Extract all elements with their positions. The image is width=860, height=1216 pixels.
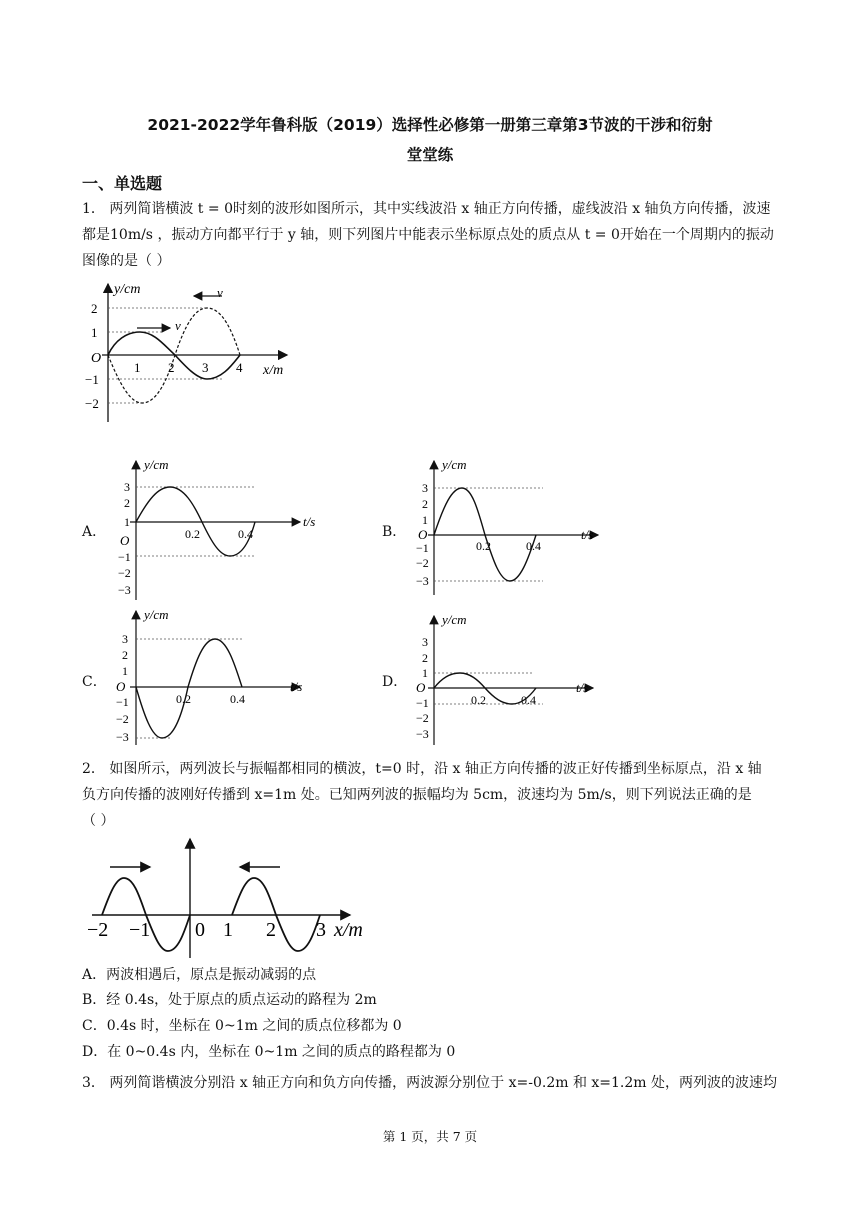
ytick: 3 [122, 632, 128, 646]
ytick: 2 [422, 497, 428, 511]
graph-origin: O [116, 679, 126, 694]
graph-origin: O [120, 533, 130, 548]
q2-xlabel: x/m [334, 919, 363, 941]
q1-ytick: 2 [91, 301, 98, 316]
q2-text [82, 756, 802, 834]
q1-fig-origin: O [91, 351, 102, 366]
ytick: −2 [116, 712, 129, 726]
q1-xtick: 4 [236, 360, 243, 375]
page-subtitle: 堂堂练 [406, 146, 454, 164]
option-c-label[interactable]: C． [82, 674, 107, 690]
option-d-label[interactable]: D． [382, 674, 408, 690]
graph-ylabel: y/cm [144, 607, 169, 622]
q2-wave-figure [82, 833, 382, 958]
graph-tlabel: t/s [303, 514, 316, 529]
ytick: 2 [422, 651, 428, 665]
q2-option-a[interactable]: A．两波相遇后，原点是振动减弱的点 [82, 967, 317, 983]
ttick: 0.4 [526, 539, 541, 553]
q2-option-c[interactable]: C．0.4s 时，坐标在 0~1m 之间的质点位移都为 0 [82, 1018, 402, 1034]
ytick: −1 [118, 550, 131, 564]
ttick: 0.4 [521, 693, 536, 707]
q2-xtick: 3 [316, 919, 326, 941]
q1-ytick: 1 [91, 325, 98, 340]
ttick: 0.2 [476, 539, 491, 553]
q1-line3: 图像的是（ ） [82, 253, 171, 269]
graph-tlabel: t/s [576, 680, 589, 695]
ytick: 2 [122, 648, 128, 662]
q2-xtick: 1 [223, 919, 233, 941]
q1-ytick: −1 [85, 372, 99, 387]
ytick: 1 [422, 513, 428, 527]
q1-xtick: 2 [168, 360, 175, 375]
q1-line2: 都是10m/s ，振动方向都平行于 y 轴，则下列图片中能表示坐标原点处的质点从 t = 0开始在一个周期内的振动 [82, 227, 774, 243]
q2-line2: 负方向传播的波刚好传播到 x=1m 处。已知两列波的振幅均为 5cm，波速均为 5m/s，则下列说法正确的是 [82, 787, 752, 803]
graph-tlabel: t/s [290, 679, 303, 694]
q3-line1: 3． 两列简谐横波分别沿 x 轴正方向和负方向传播，两波源分别位于 x=-0.2m 和 x=1.2m 处，两列波的波速均 [82, 1075, 778, 1091]
q1-fig-xlabel: x/m [263, 363, 284, 378]
ytick: −3 [416, 727, 429, 741]
option-a-graph[interactable] [110, 455, 330, 605]
q1-line1: 1． 两列简谐横波 t = 0时刻的波形如图所示，其中实线波沿 x 轴正方向传播，虚线波沿 x 轴负方向传播，波速 [82, 201, 771, 217]
option-b-graph[interactable] [408, 455, 628, 605]
graph-tlabel: t/s [581, 527, 594, 542]
graph-ylabel: y/cm [442, 612, 467, 627]
q2-option-b[interactable]: B．经 0.4s，处于原点的质点运动的路程为 2m [82, 992, 377, 1008]
ytick: 1 [122, 664, 128, 678]
ytick: −2 [118, 566, 131, 580]
graph-ylabel: y/cm [442, 457, 467, 472]
q1-text [82, 196, 802, 274]
page-title: 2021-2022学年鲁科版（2019）选择性必修第一册第三章第3节波的干涉和衍射 [147, 116, 713, 134]
ytick: −1 [416, 696, 429, 710]
ytick: 3 [422, 481, 428, 495]
page-footer: 第 1 页，共 7 页 [382, 1129, 478, 1144]
ytick: 1 [422, 666, 428, 680]
graph-origin: O [418, 527, 428, 542]
q1-v-label: v [175, 318, 181, 333]
ytick: 1 [124, 515, 130, 529]
q2-xtick: 2 [266, 919, 276, 941]
q2-xtick: −1 [129, 919, 151, 941]
q2-line1: 2． 如图所示，两列波长与振幅都相同的横波，t=0 时，沿 x 轴正方向传播的波正好传播到坐标原点，沿 x 轴 [82, 761, 762, 777]
graph-ylabel: y/cm [144, 457, 169, 472]
ttick: 0.2 [176, 692, 191, 706]
q1-fig-ylabel: y/cm [114, 282, 141, 297]
ytick: −3 [116, 730, 129, 744]
ttick: 0.2 [185, 527, 200, 541]
ttick: 0.4 [230, 692, 245, 706]
ttick: 0.2 [471, 693, 486, 707]
option-c-graph[interactable] [110, 605, 330, 750]
q1-ytick: −2 [85, 396, 99, 411]
ttick: 0.4 [238, 527, 253, 541]
option-d-graph[interactable] [408, 610, 628, 750]
ytick: −2 [416, 711, 429, 725]
ytick: 3 [422, 635, 428, 649]
section-heading: 一、单选题 [82, 174, 163, 193]
q1-wave-figure [82, 280, 312, 430]
graph-origin: O [416, 680, 426, 695]
q1-v-label: v [217, 285, 223, 300]
q1-xtick: 3 [202, 360, 209, 375]
ytick: −2 [416, 556, 429, 570]
option-b-label[interactable]: B． [382, 524, 407, 540]
q2-line3: （ ） [82, 813, 115, 829]
ytick: −3 [118, 583, 131, 597]
ytick: −1 [416, 541, 429, 555]
q2-xtick: −2 [87, 919, 109, 941]
q2-xtick: 0 [195, 919, 205, 941]
ytick: −1 [116, 695, 129, 709]
q2-option-d[interactable]: D．在 0~0.4s 内，坐标在 0~1m 之间的质点的路程都为 0 [82, 1044, 456, 1060]
option-a-label[interactable]: A． [82, 524, 107, 540]
ytick: 3 [124, 480, 130, 494]
ytick: −3 [416, 574, 429, 588]
ytick: 2 [124, 496, 130, 510]
q1-xtick: 1 [134, 360, 141, 375]
